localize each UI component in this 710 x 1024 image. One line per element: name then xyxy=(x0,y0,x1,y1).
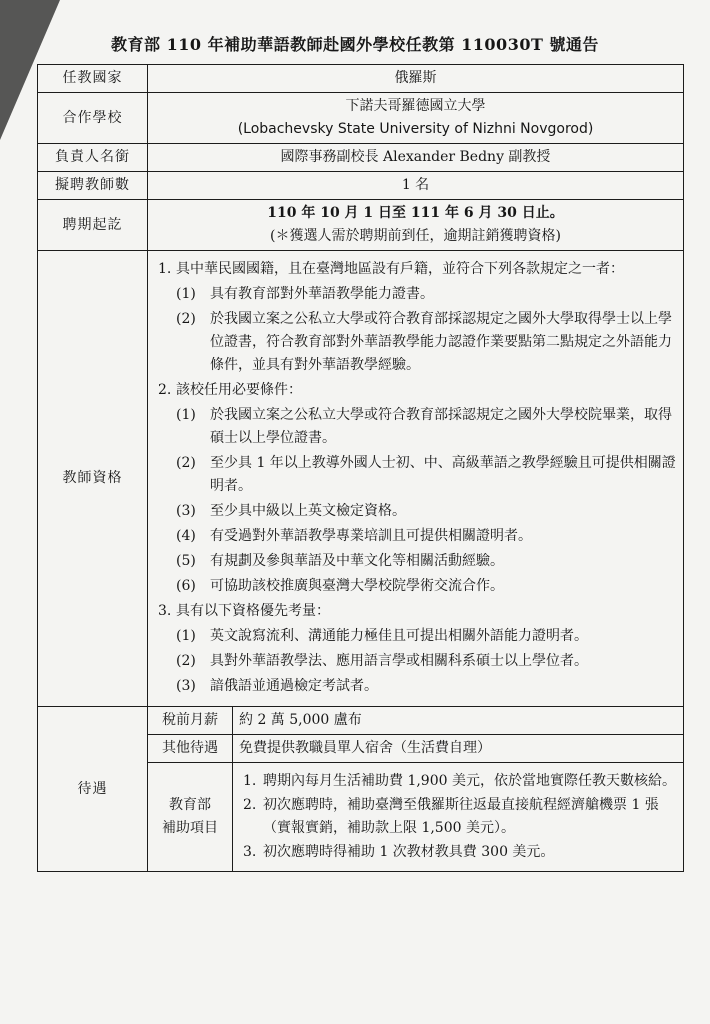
qualification-subitem: (1) 英文說寫流利、溝通能力極佳且可提出相關外語能力證明者。 xyxy=(176,628,588,644)
qualifications-list xyxy=(148,251,684,707)
qualification-subitem: (6) 可協助該校推廣與臺灣大學校院學術交流合作。 xyxy=(176,578,504,594)
other-benefits-value: 免費提供教職員單人宿舍（生活費自理） xyxy=(233,735,684,763)
period-value xyxy=(148,200,684,251)
school-name-en: (Lobachevsky State University of Nizhni Novgorod) xyxy=(237,121,594,137)
notice-title: 教育部 110 年補助華語教師赴國外學校任教第 110030T 號通告 xyxy=(111,35,599,54)
school-name-zh: 下諾夫哥羅德國立大學 xyxy=(345,98,486,114)
contact-value: 國際事務副校長 Alexander Bedny 副教授 xyxy=(148,144,684,172)
salary-label: 稅前月薪 xyxy=(148,707,233,735)
school-label: 合作學校 xyxy=(38,93,148,144)
salary-value: 約 2 萬 5,000 盧布 xyxy=(233,707,684,735)
row-qualifications xyxy=(38,251,684,707)
row-school xyxy=(38,93,684,144)
contact-label: 負責人名銜 xyxy=(38,144,148,172)
period-note: (＊獲選人需於聘期前到任，逾期註銷獲聘資格) xyxy=(270,228,561,244)
period-dates: 110 年 10 月 1 日至 111 年 6 月 30 日止。 xyxy=(267,205,564,221)
subsidy-item: 2. 初次應聘時，補助臺灣至俄羅斯往返最直接航程經濟艙機票 1 張（實報實銷，補助款上限 1,500 美元）。 xyxy=(243,797,659,836)
country-value: 俄羅斯 xyxy=(148,65,684,93)
qualification-subitem: (5) 有規劃及參與華語及中華文化等相關活動經驗。 xyxy=(176,553,504,569)
subsidy-item: 3. 初次應聘時得補助 1 次教材教具費 300 美元。 xyxy=(243,844,555,860)
subsidy-list xyxy=(233,763,684,872)
qualification-subitem: (2) 至少具 1 年以上教導外國人士初、中、高級華語之教學經驗且可提供相關證明者。 xyxy=(176,455,676,494)
qualification-subitem: (2) 具對外華語教學法、應用語言學或相關科系碩士以上學位者。 xyxy=(176,653,588,669)
period-label: 聘期起訖 xyxy=(38,200,148,251)
qualification-subitem: (1) 於我國立案之公私立大學或符合教育部採認規定之國外大學校院畢業，取得碩士以上學位證書。 xyxy=(176,407,672,446)
country-label: 任教國家 xyxy=(38,65,148,93)
row-contact xyxy=(38,144,684,172)
qualification-subitem: (3) 至少具中級以上英文檢定資格。 xyxy=(176,503,406,519)
qualification-item: 2. 該校任用必要條件： xyxy=(158,382,302,398)
qualification-subitem: (1) 具有教育部對外華語教學能力證書。 xyxy=(176,286,434,302)
count-value: 1 名 xyxy=(148,172,684,200)
row-country xyxy=(38,65,684,93)
qualification-subitem: (3) 諳俄語並通過檢定考試者。 xyxy=(176,678,378,694)
notice-table xyxy=(37,64,684,872)
qualifications-label: 教師資格 xyxy=(38,251,148,707)
other-benefits-label: 其他待遇 xyxy=(148,735,233,763)
row-teacher-count xyxy=(38,172,684,200)
benefits-label: 待遇 xyxy=(38,707,148,872)
subsidy-item: 1. 聘期內每月生活補助費 1,900 美元，依於當地實際任教天數核給。 xyxy=(243,773,676,789)
qualification-item: 1. 具中華民國國籍，且在臺灣地區設有戶籍，並符合下列各款規定之一者： xyxy=(158,261,624,277)
qualification-item: 3. 具有以下資格優先考量： xyxy=(158,603,330,619)
row-salary xyxy=(38,707,684,735)
qualification-subitem: (2) 於我國立案之公私立大學或符合教育部採認規定之國外大學取得學士以上學位證書，符合教育部對外華語教學能力認證作業要點第二點規定之外語能力條件，並具有對外華語教學經驗。 xyxy=(176,311,672,373)
count-label: 擬聘教師數 xyxy=(38,172,148,200)
qualification-subitem: (4) 有受過對外華語教學專業培訓且可提供相關證明者。 xyxy=(176,528,532,544)
row-period xyxy=(38,200,684,251)
school-value xyxy=(148,93,684,144)
subsidy-label: 教育部 補助項目 xyxy=(148,763,233,872)
